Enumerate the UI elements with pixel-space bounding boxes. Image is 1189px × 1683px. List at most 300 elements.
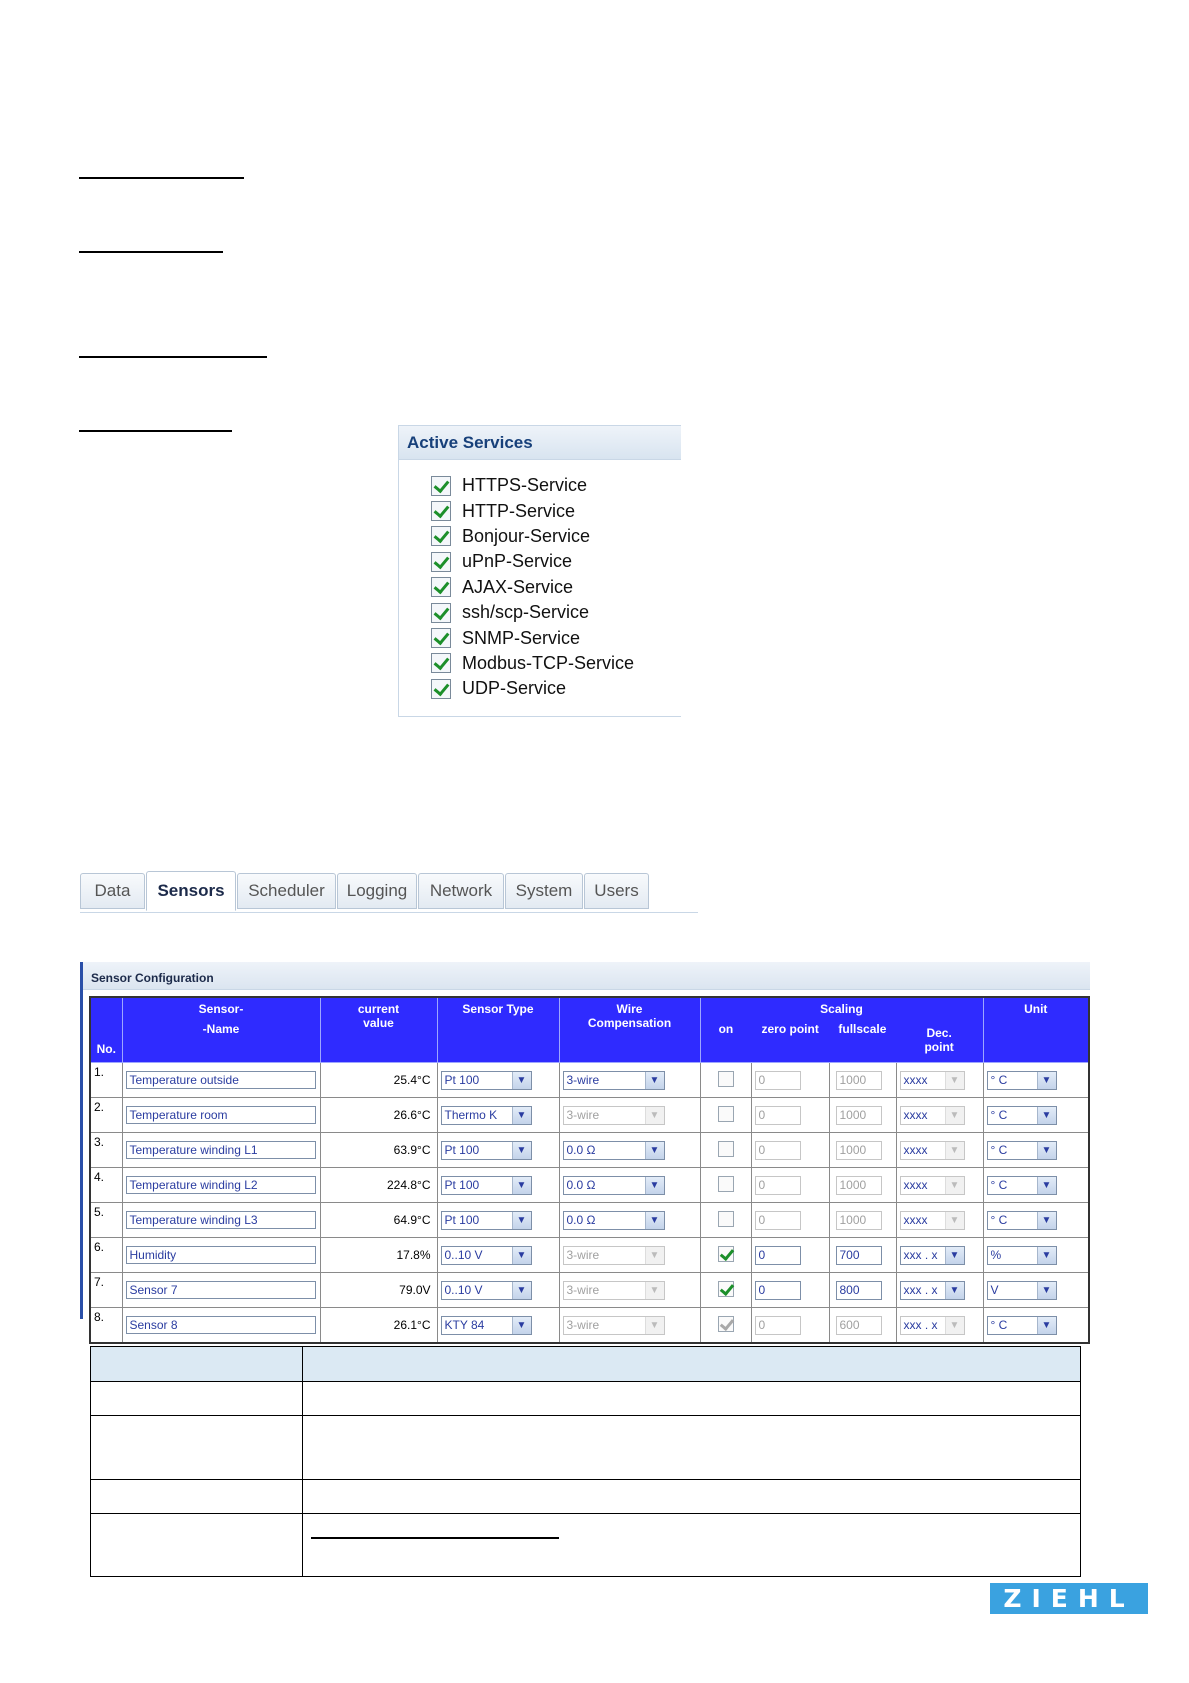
chevron-down-icon: ▼ <box>1037 1282 1056 1299</box>
service-item[interactable] <box>431 575 681 600</box>
wire-cell <box>559 1203 700 1238</box>
full-cell <box>829 1273 896 1308</box>
decimal-point-select-value: xxx . x <box>903 1248 938 1262</box>
service-checkbox[interactable] <box>431 679 451 699</box>
full-cell <box>829 1203 896 1238</box>
full-cell <box>829 1308 896 1344</box>
unit-cell <box>983 1238 1089 1273</box>
type-cell <box>437 1273 559 1308</box>
unit-select-value: ° C <box>990 1178 1008 1192</box>
full-cell <box>829 1168 896 1203</box>
decimal-point-select[interactable] <box>900 1106 965 1125</box>
wire-cell <box>559 1063 700 1098</box>
service-item[interactable] <box>431 676 681 701</box>
param-head-col1 <box>91 1347 303 1382</box>
sensor-row <box>90 1308 1089 1344</box>
on-cell <box>700 1203 751 1238</box>
active-services-panel <box>398 425 681 717</box>
col-sensor-type <box>437 997 559 1063</box>
sensor-table <box>89 996 1090 1344</box>
unit-cell <box>983 1273 1089 1308</box>
param-head-col2 <box>302 1347 1080 1382</box>
sensor-type-select[interactable] <box>441 1316 532 1335</box>
type-cell <box>437 1238 559 1273</box>
sensor-type-select-value: KTY 84 <box>444 1318 485 1332</box>
sensor-type-select[interactable] <box>441 1071 532 1090</box>
service-item[interactable] <box>431 600 681 625</box>
sensor-type-select-value: Pt 100 <box>444 1213 480 1227</box>
chevron-down-icon: ▼ <box>645 1142 664 1159</box>
panel-accent-bar <box>80 962 83 1319</box>
sensor-name-input[interactable]: Temperature winding L2 <box>126 1176 316 1194</box>
sensor-type-select[interactable] <box>441 1141 532 1160</box>
unit-select-value: % <box>990 1248 1002 1262</box>
chevron-down-icon: ▼ <box>1037 1142 1056 1159</box>
dec-cell <box>896 1238 983 1273</box>
chevron-down-icon: ▼ <box>945 1177 964 1194</box>
service-label: HTTP-Service <box>462 500 576 521</box>
scaling-on-checkbox[interactable] <box>718 1246 734 1262</box>
col-wire-l1: Wire <box>616 1002 643 1016</box>
col-on: on <box>718 1022 734 1036</box>
current-value: 63.9°C <box>320 1133 437 1168</box>
sensor-name-input[interactable]: Temperature winding L1 <box>126 1141 316 1159</box>
service-item[interactable] <box>431 625 681 650</box>
full-cell <box>829 1098 896 1133</box>
unit-cell <box>983 1133 1089 1168</box>
current-value: 64.9°C <box>320 1203 437 1238</box>
wire-cell <box>559 1273 700 1308</box>
services-list <box>399 460 681 702</box>
param-cell <box>91 1382 303 1416</box>
zero-point-input[interactable]: 0 <box>755 1176 801 1195</box>
chevron-down-icon: ▼ <box>645 1072 664 1089</box>
heading-underline-2 <box>79 251 223 253</box>
decimal-point-select-value: xxx . x <box>903 1283 938 1297</box>
row-number: 1. <box>90 1063 122 1098</box>
chevron-down-icon: ▼ <box>512 1142 531 1159</box>
sensor-type-select-value: Pt 100 <box>444 1073 480 1087</box>
unit-select-value: V <box>990 1283 999 1297</box>
wire-compensation-select[interactable] <box>563 1211 665 1230</box>
wire-compensation-select-value: 0.0 Ω <box>566 1178 596 1192</box>
name-cell <box>122 1133 320 1168</box>
col-name-l2: -Name <box>202 1022 240 1036</box>
chevron-down-icon: ▼ <box>1037 1177 1056 1194</box>
full-cell <box>829 1133 896 1168</box>
tab-bar <box>80 871 698 913</box>
unit-select[interactable] <box>987 1141 1057 1160</box>
col-name-l1: Sensor- <box>198 1002 244 1016</box>
unit-select[interactable] <box>987 1316 1057 1335</box>
unit-select-value: ° C <box>990 1108 1008 1122</box>
sensor-row <box>90 1098 1089 1133</box>
sensor-row <box>90 1168 1089 1203</box>
chevron-down-icon: ▼ <box>1037 1107 1056 1124</box>
zero-point-input[interactable]: 0 <box>755 1246 801 1265</box>
full-cell <box>829 1238 896 1273</box>
row-number: 2. <box>90 1098 122 1133</box>
scaling-on-checkbox[interactable] <box>718 1176 734 1192</box>
unit-cell <box>983 1063 1089 1098</box>
service-label: Modbus-TCP-Service <box>462 652 635 673</box>
param-cell <box>91 1480 303 1514</box>
type-cell <box>437 1168 559 1203</box>
sensor-type-select-value: 0..10 V <box>444 1283 483 1297</box>
row-number: 6. <box>90 1238 122 1273</box>
heading-underline-1 <box>79 177 244 179</box>
sensor-configuration-title: Sensor Configuration <box>83 962 1090 990</box>
dec-cell <box>896 1203 983 1238</box>
col-current-l1: current <box>357 1002 400 1016</box>
chevron-down-icon: ▼ <box>512 1247 531 1264</box>
zero-point-input[interactable]: 0 <box>755 1316 801 1335</box>
service-label: AJAX-Service <box>462 576 574 597</box>
service-checkbox[interactable] <box>431 577 451 597</box>
decimal-point-select[interactable] <box>900 1281 965 1300</box>
sensor-row <box>90 1238 1089 1273</box>
unit-select[interactable] <box>987 1211 1057 1230</box>
chevron-down-icon: ▼ <box>1037 1072 1056 1089</box>
row-number: 5. <box>90 1203 122 1238</box>
fullscale-input[interactable]: 1000 <box>836 1176 882 1195</box>
wire-compensation-select[interactable] <box>563 1176 665 1195</box>
type-cell <box>437 1203 559 1238</box>
param-cell <box>302 1382 1080 1416</box>
row-number: 8. <box>90 1308 122 1344</box>
on-cell <box>700 1308 751 1344</box>
service-label: Bonjour-Service <box>462 525 591 546</box>
unit-select[interactable] <box>987 1071 1057 1090</box>
on-cell <box>700 1273 751 1308</box>
sensor-table-body <box>90 1063 1089 1344</box>
sensor-table-header <box>90 997 1089 1063</box>
dec-cell <box>896 1308 983 1344</box>
zero-point-input[interactable]: 0 <box>755 1281 801 1300</box>
chevron-down-icon: ▼ <box>945 1282 964 1299</box>
type-cell <box>437 1133 559 1168</box>
sensor-name-input[interactable]: Humidity <box>126 1246 316 1264</box>
chevron-down-icon: ▼ <box>945 1317 964 1334</box>
col-dec-l2: point <box>924 1040 954 1054</box>
on-cell <box>700 1063 751 1098</box>
zero-cell <box>751 1203 829 1238</box>
type-cell <box>437 1308 559 1344</box>
chevron-down-icon: ▼ <box>645 1317 664 1334</box>
dec-cell <box>896 1133 983 1168</box>
scaling-on-checkbox[interactable] <box>718 1316 734 1332</box>
param-cell <box>302 1416 1080 1480</box>
service-checkbox[interactable] <box>431 526 451 546</box>
wire-compensation-select[interactable] <box>563 1141 665 1160</box>
chevron-down-icon: ▼ <box>645 1177 664 1194</box>
wire-compensation-select-value: 0.0 Ω <box>566 1143 596 1157</box>
decimal-point-select[interactable] <box>900 1071 965 1090</box>
scaling-on-checkbox[interactable] <box>718 1211 734 1227</box>
chevron-down-icon: ▼ <box>512 1317 531 1334</box>
parameter-row <box>91 1416 1081 1480</box>
service-checkbox[interactable] <box>431 628 451 648</box>
parameter-table-header <box>91 1347 1081 1382</box>
wire-compensation-select[interactable] <box>563 1071 665 1090</box>
unit-select-value: ° C <box>990 1073 1008 1087</box>
wire-compensation-select[interactable] <box>563 1316 665 1335</box>
unit-select[interactable] <box>987 1176 1057 1195</box>
full-cell <box>829 1063 896 1098</box>
zero-cell <box>751 1238 829 1273</box>
row-number: 7. <box>90 1273 122 1308</box>
fullscale-input[interactable]: 1000 <box>836 1141 882 1160</box>
service-label: uPnP-Service <box>462 551 573 572</box>
col-fullscale: fullscale <box>838 1022 887 1036</box>
tab-sensors[interactable]: Sensors <box>146 871 236 911</box>
zero-cell <box>751 1133 829 1168</box>
zero-cell <box>751 1098 829 1133</box>
parameter-row <box>91 1480 1081 1514</box>
current-value: 26.1°C <box>320 1308 437 1344</box>
service-item[interactable] <box>431 524 681 549</box>
col-zero-point: zero point <box>761 1022 819 1036</box>
chevron-down-icon: ▼ <box>945 1212 964 1229</box>
name-cell <box>122 1168 320 1203</box>
chevron-down-icon: ▼ <box>1037 1317 1056 1334</box>
wire-cell <box>559 1308 700 1344</box>
fullscale-input[interactable]: 800 <box>836 1281 882 1300</box>
zero-cell <box>751 1063 829 1098</box>
underline-link-stub <box>311 1537 559 1539</box>
sensor-type-select-value: Pt 100 <box>444 1178 480 1192</box>
sensor-row <box>90 1203 1089 1238</box>
param-cell <box>91 1416 303 1480</box>
chevron-down-icon: ▼ <box>512 1072 531 1089</box>
decimal-point-select-value: xxx . x <box>903 1318 938 1332</box>
tab-network[interactable]: Network <box>418 873 504 909</box>
heading-underline-3 <box>79 356 267 358</box>
wire-cell <box>559 1168 700 1203</box>
col-no <box>90 997 122 1063</box>
sensor-type-select-value: Thermo K <box>444 1108 498 1122</box>
sensor-name-input[interactable]: Temperature winding L3 <box>126 1211 316 1229</box>
tab-system[interactable]: System <box>505 873 583 909</box>
dec-cell <box>896 1273 983 1308</box>
zero-cell <box>751 1308 829 1344</box>
row-number: 3. <box>90 1133 122 1168</box>
on-cell <box>700 1098 751 1133</box>
name-cell <box>122 1098 320 1133</box>
chevron-down-icon: ▼ <box>645 1212 664 1229</box>
sensor-type-select-value: Pt 100 <box>444 1143 480 1157</box>
tab-users[interactable]: Users <box>584 873 649 909</box>
zero-cell <box>751 1273 829 1308</box>
col-scaling-label: Scaling <box>820 1002 863 1016</box>
wire-compensation-select-value: 3-wire <box>566 1073 600 1087</box>
col-scaling <box>700 997 983 1063</box>
decimal-point-select[interactable] <box>900 1246 965 1265</box>
sensor-type-select[interactable] <box>441 1211 532 1230</box>
unit-select[interactable] <box>987 1106 1057 1125</box>
chevron-down-icon: ▼ <box>945 1107 964 1124</box>
col-wire-l2: Compensation <box>587 1016 672 1030</box>
fullscale-input[interactable]: 600 <box>836 1316 882 1335</box>
type-cell <box>437 1098 559 1133</box>
chevron-down-icon: ▼ <box>945 1072 964 1089</box>
chevron-down-icon: ▼ <box>1037 1247 1056 1264</box>
sensor-name-input[interactable]: Temperature outside <box>126 1071 316 1089</box>
col-unit <box>983 997 1089 1063</box>
col-current <box>320 997 437 1063</box>
sensor-row <box>90 1063 1089 1098</box>
sensor-configuration-panel <box>80 962 1090 1332</box>
chevron-down-icon: ▼ <box>945 1142 964 1159</box>
fullscale-input[interactable]: 1000 <box>836 1071 882 1090</box>
sensor-type-select[interactable] <box>441 1281 532 1300</box>
decimal-point-select[interactable] <box>900 1176 965 1195</box>
dec-cell <box>896 1168 983 1203</box>
zero-point-input[interactable]: 0 <box>755 1071 801 1090</box>
active-services-title: Active Services <box>399 426 681 460</box>
wire-cell <box>559 1238 700 1273</box>
chevron-down-icon: ▼ <box>512 1107 531 1124</box>
fullscale-input[interactable]: 1000 <box>836 1106 882 1125</box>
service-label: ssh/scp-Service <box>462 602 590 623</box>
scaling-on-checkbox[interactable] <box>718 1281 734 1297</box>
service-item[interactable] <box>431 549 681 574</box>
zero-point-input[interactable]: 0 <box>755 1211 801 1230</box>
wire-compensation-select-value: 3-wire <box>566 1283 600 1297</box>
unit-select[interactable] <box>987 1281 1057 1300</box>
wire-cell <box>559 1098 700 1133</box>
service-checkbox[interactable] <box>431 501 451 521</box>
wire-compensation-select[interactable] <box>563 1106 665 1125</box>
scaling-on-checkbox[interactable] <box>718 1071 734 1087</box>
service-checkbox[interactable] <box>431 653 451 673</box>
dec-cell <box>896 1098 983 1133</box>
wire-cell <box>559 1133 700 1168</box>
type-cell <box>437 1063 559 1098</box>
name-cell <box>122 1238 320 1273</box>
sensor-type-select[interactable] <box>441 1106 532 1125</box>
unit-cell <box>983 1203 1089 1238</box>
unit-cell <box>983 1308 1089 1344</box>
chevron-down-icon: ▼ <box>645 1247 664 1264</box>
chevron-down-icon: ▼ <box>645 1282 664 1299</box>
current-value: 25.4°C <box>320 1063 437 1098</box>
heading-underline-4 <box>79 430 232 432</box>
sensor-name-input[interactable]: Temperature room <box>126 1106 316 1124</box>
chevron-down-icon: ▼ <box>512 1177 531 1194</box>
decimal-point-select[interactable] <box>900 1141 965 1160</box>
col-no-label: No. <box>96 1042 116 1056</box>
tab-logging[interactable]: Logging <box>337 873 417 909</box>
parameter-row <box>91 1382 1081 1416</box>
service-label: HTTPS-Service <box>462 475 588 496</box>
scaling-on-checkbox[interactable] <box>718 1141 734 1157</box>
unit-cell <box>983 1168 1089 1203</box>
sensor-name-input[interactable]: Sensor 7 <box>126 1281 316 1299</box>
on-cell <box>700 1238 751 1273</box>
col-wire <box>559 997 700 1063</box>
param-cell <box>302 1480 1080 1514</box>
decimal-point-select[interactable] <box>900 1211 965 1230</box>
chevron-down-icon: ▼ <box>1037 1212 1056 1229</box>
sensor-type-select[interactable] <box>441 1176 532 1195</box>
tab-scheduler[interactable]: Scheduler <box>237 873 336 909</box>
param-cell <box>91 1514 303 1577</box>
name-cell <box>122 1308 320 1344</box>
sensor-row <box>90 1273 1089 1308</box>
decimal-point-select-value: xxxx <box>903 1178 928 1192</box>
decimal-point-select-value: xxxx <box>903 1108 928 1122</box>
unit-select-value: ° C <box>990 1213 1008 1227</box>
fullscale-input[interactable]: 700 <box>836 1246 882 1265</box>
name-cell <box>122 1063 320 1098</box>
chevron-down-icon: ▼ <box>512 1212 531 1229</box>
parameter-table <box>90 1346 1081 1577</box>
unit-select-value: ° C <box>990 1318 1008 1332</box>
col-unit-label: Unit <box>1024 1002 1048 1016</box>
unit-cell <box>983 1098 1089 1133</box>
decimal-point-select-value: xxxx <box>903 1143 928 1157</box>
name-cell <box>122 1273 320 1308</box>
fullscale-input[interactable]: 1000 <box>836 1211 882 1230</box>
current-value: 17.8% <box>320 1238 437 1273</box>
sensor-name-input[interactable]: Sensor 8 <box>126 1316 316 1334</box>
wire-compensation-select[interactable] <box>563 1246 665 1265</box>
service-label: SNMP-Service <box>462 627 581 648</box>
zero-cell <box>751 1168 829 1203</box>
col-dec-l1: Dec. <box>926 1026 952 1040</box>
service-checkbox[interactable] <box>431 603 451 623</box>
unit-select[interactable] <box>987 1246 1057 1265</box>
current-value: 26.6°C <box>320 1098 437 1133</box>
current-value: 79.0V <box>320 1273 437 1308</box>
service-item[interactable] <box>431 473 681 498</box>
col-dec-point <box>896 1026 983 1054</box>
dec-cell <box>896 1063 983 1098</box>
chevron-down-icon: ▼ <box>945 1247 964 1264</box>
wire-compensation-select-value: 3-wire <box>566 1108 600 1122</box>
service-item[interactable] <box>431 651 681 676</box>
row-number: 4. <box>90 1168 122 1203</box>
col-name <box>122 997 320 1063</box>
parameter-row <box>91 1514 1081 1577</box>
tab-data[interactable]: Data <box>80 873 145 909</box>
decimal-point-select-value: xxxx <box>903 1213 928 1227</box>
scaling-on-checkbox[interactable] <box>718 1106 734 1122</box>
on-cell <box>700 1133 751 1168</box>
col-current-l2: value <box>363 1016 394 1030</box>
wire-compensation-select-value: 3-wire <box>566 1248 600 1262</box>
service-item[interactable] <box>431 498 681 523</box>
decimal-point-select-value: xxxx <box>903 1073 928 1087</box>
zero-point-input[interactable]: 0 <box>755 1141 801 1160</box>
unit-select-value: ° C <box>990 1143 1008 1157</box>
service-checkbox[interactable] <box>431 552 451 572</box>
wire-compensation-select[interactable] <box>563 1281 665 1300</box>
service-checkbox[interactable] <box>431 476 451 496</box>
on-cell <box>700 1168 751 1203</box>
col-sensor-type-label: Sensor Type <box>462 1002 534 1016</box>
decimal-point-select[interactable] <box>900 1316 965 1335</box>
sensor-row <box>90 1133 1089 1168</box>
current-value: 224.8°C <box>320 1168 437 1203</box>
sensor-type-select[interactable] <box>441 1246 532 1265</box>
zero-point-input[interactable]: 0 <box>755 1106 801 1125</box>
service-label: UDP-Service <box>462 678 567 699</box>
chevron-down-icon: ▼ <box>512 1282 531 1299</box>
wire-compensation-select-value: 0.0 Ω <box>566 1213 596 1227</box>
name-cell <box>122 1203 320 1238</box>
